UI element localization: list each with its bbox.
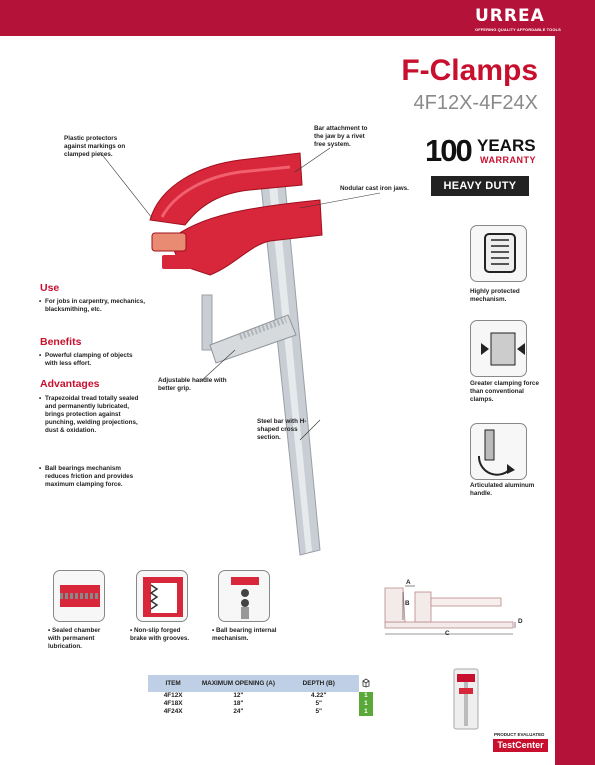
dimension-c-label: C <box>445 630 450 637</box>
package-image <box>453 668 479 730</box>
page-title: F-Clamps <box>401 54 538 87</box>
table-row <box>148 708 373 716</box>
use-heading: Use <box>40 282 60 294</box>
cell-qty: 1 <box>359 708 373 716</box>
feature-label: Articulated aluminum handle. <box>470 482 535 497</box>
cell-qty: 1 <box>359 700 373 708</box>
benefits-heading: Benefits <box>40 336 82 348</box>
column-header: ITEM <box>148 675 198 692</box>
cell-item: 4F12X <box>163 692 183 699</box>
forged-brake-icon <box>136 570 188 622</box>
table-row <box>148 692 373 700</box>
feature-label: • Non-slip forged brake with grooves. <box>130 627 190 642</box>
cell-depth: 5" <box>315 708 323 715</box>
ball-bearing-icon <box>218 570 270 622</box>
brand-tagline: OFFERING QUALITY AFFORDABLE TOOLS <box>475 27 561 32</box>
callout-nodular: Nodular cast iron jaws. <box>340 185 409 192</box>
heavy-duty-badge: HEAVY DUTY <box>431 176 529 196</box>
protected-mechanism-icon <box>470 225 527 282</box>
sealed-chamber-icon <box>53 570 105 622</box>
cell-depth: 5" <box>315 700 323 707</box>
articulated-handle-icon <box>470 423 527 480</box>
spec-table <box>148 675 373 716</box>
advantages-item: • Trapezoidal tread totally sealed and permanently lubricated, brings protection against punching, welding projections, dust & oxidation. <box>39 395 139 434</box>
testcenter-logo: TestCenter <box>493 739 548 752</box>
feature-label: Highly protected mechanism. <box>470 288 520 303</box>
callout-steel-bar: Steel bar with H-shaped cross section. <box>257 418 307 441</box>
feature-label: • Sealed chamber with permanent lubrication. <box>48 627 101 650</box>
cell-opening: 18" <box>233 700 244 707</box>
product-evaluated-label: PRODUCT EVALUATED <box>494 732 545 737</box>
warranty-years: YEARS <box>477 136 536 155</box>
clamping-force-icon <box>470 320 527 377</box>
brand-logo: URREA <box>475 6 545 26</box>
dimension-d-label: D <box>518 618 523 625</box>
cell-item: 4F24X <box>163 708 183 715</box>
column-header: DEPTH (B) <box>279 675 359 692</box>
warranty-label: WARRANTY <box>480 155 536 165</box>
advantages-heading: Advantages <box>40 378 100 390</box>
use-item: • For jobs in carpentry, mechanics, blacksmithing, etc. <box>39 298 145 313</box>
box-icon <box>359 675 373 692</box>
callout-handle: Adjustable handle with better grip. <box>158 377 227 392</box>
warranty-number: 100 <box>425 133 471 168</box>
cell-opening: 12" <box>233 692 244 699</box>
cell-depth: 4.22" <box>311 692 327 699</box>
cell-qty: 1 <box>359 692 373 700</box>
dimension-b-label: B <box>405 600 410 607</box>
callout-plastic: Plastic protectors against markings on clamped pieces. <box>64 135 126 158</box>
cell-opening: 24" <box>233 708 244 715</box>
cell-item: 4F18X <box>163 700 183 707</box>
benefits-item: • Powerful clamping of objects with less effort. <box>39 352 133 367</box>
dimension-a-label: A <box>406 579 411 586</box>
table-row <box>148 700 373 708</box>
feature-label: Greater clamping force than conventional clamps. <box>470 380 539 403</box>
column-header: MAXIMUM OPENING (A) <box>198 675 278 692</box>
dimension-diagram <box>375 578 525 640</box>
advantages-item: • Ball bearings mechanism reduces friction and provides maximum clamping force. <box>39 465 134 488</box>
model-range: 4F12X-4F24X <box>413 92 538 114</box>
table-header-row <box>148 675 373 692</box>
callout-bar-attachment: Bar attachment to the jaw by a rivet free system. <box>314 125 368 148</box>
feature-label: • Ball bearing internal mechanism. <box>212 627 277 642</box>
